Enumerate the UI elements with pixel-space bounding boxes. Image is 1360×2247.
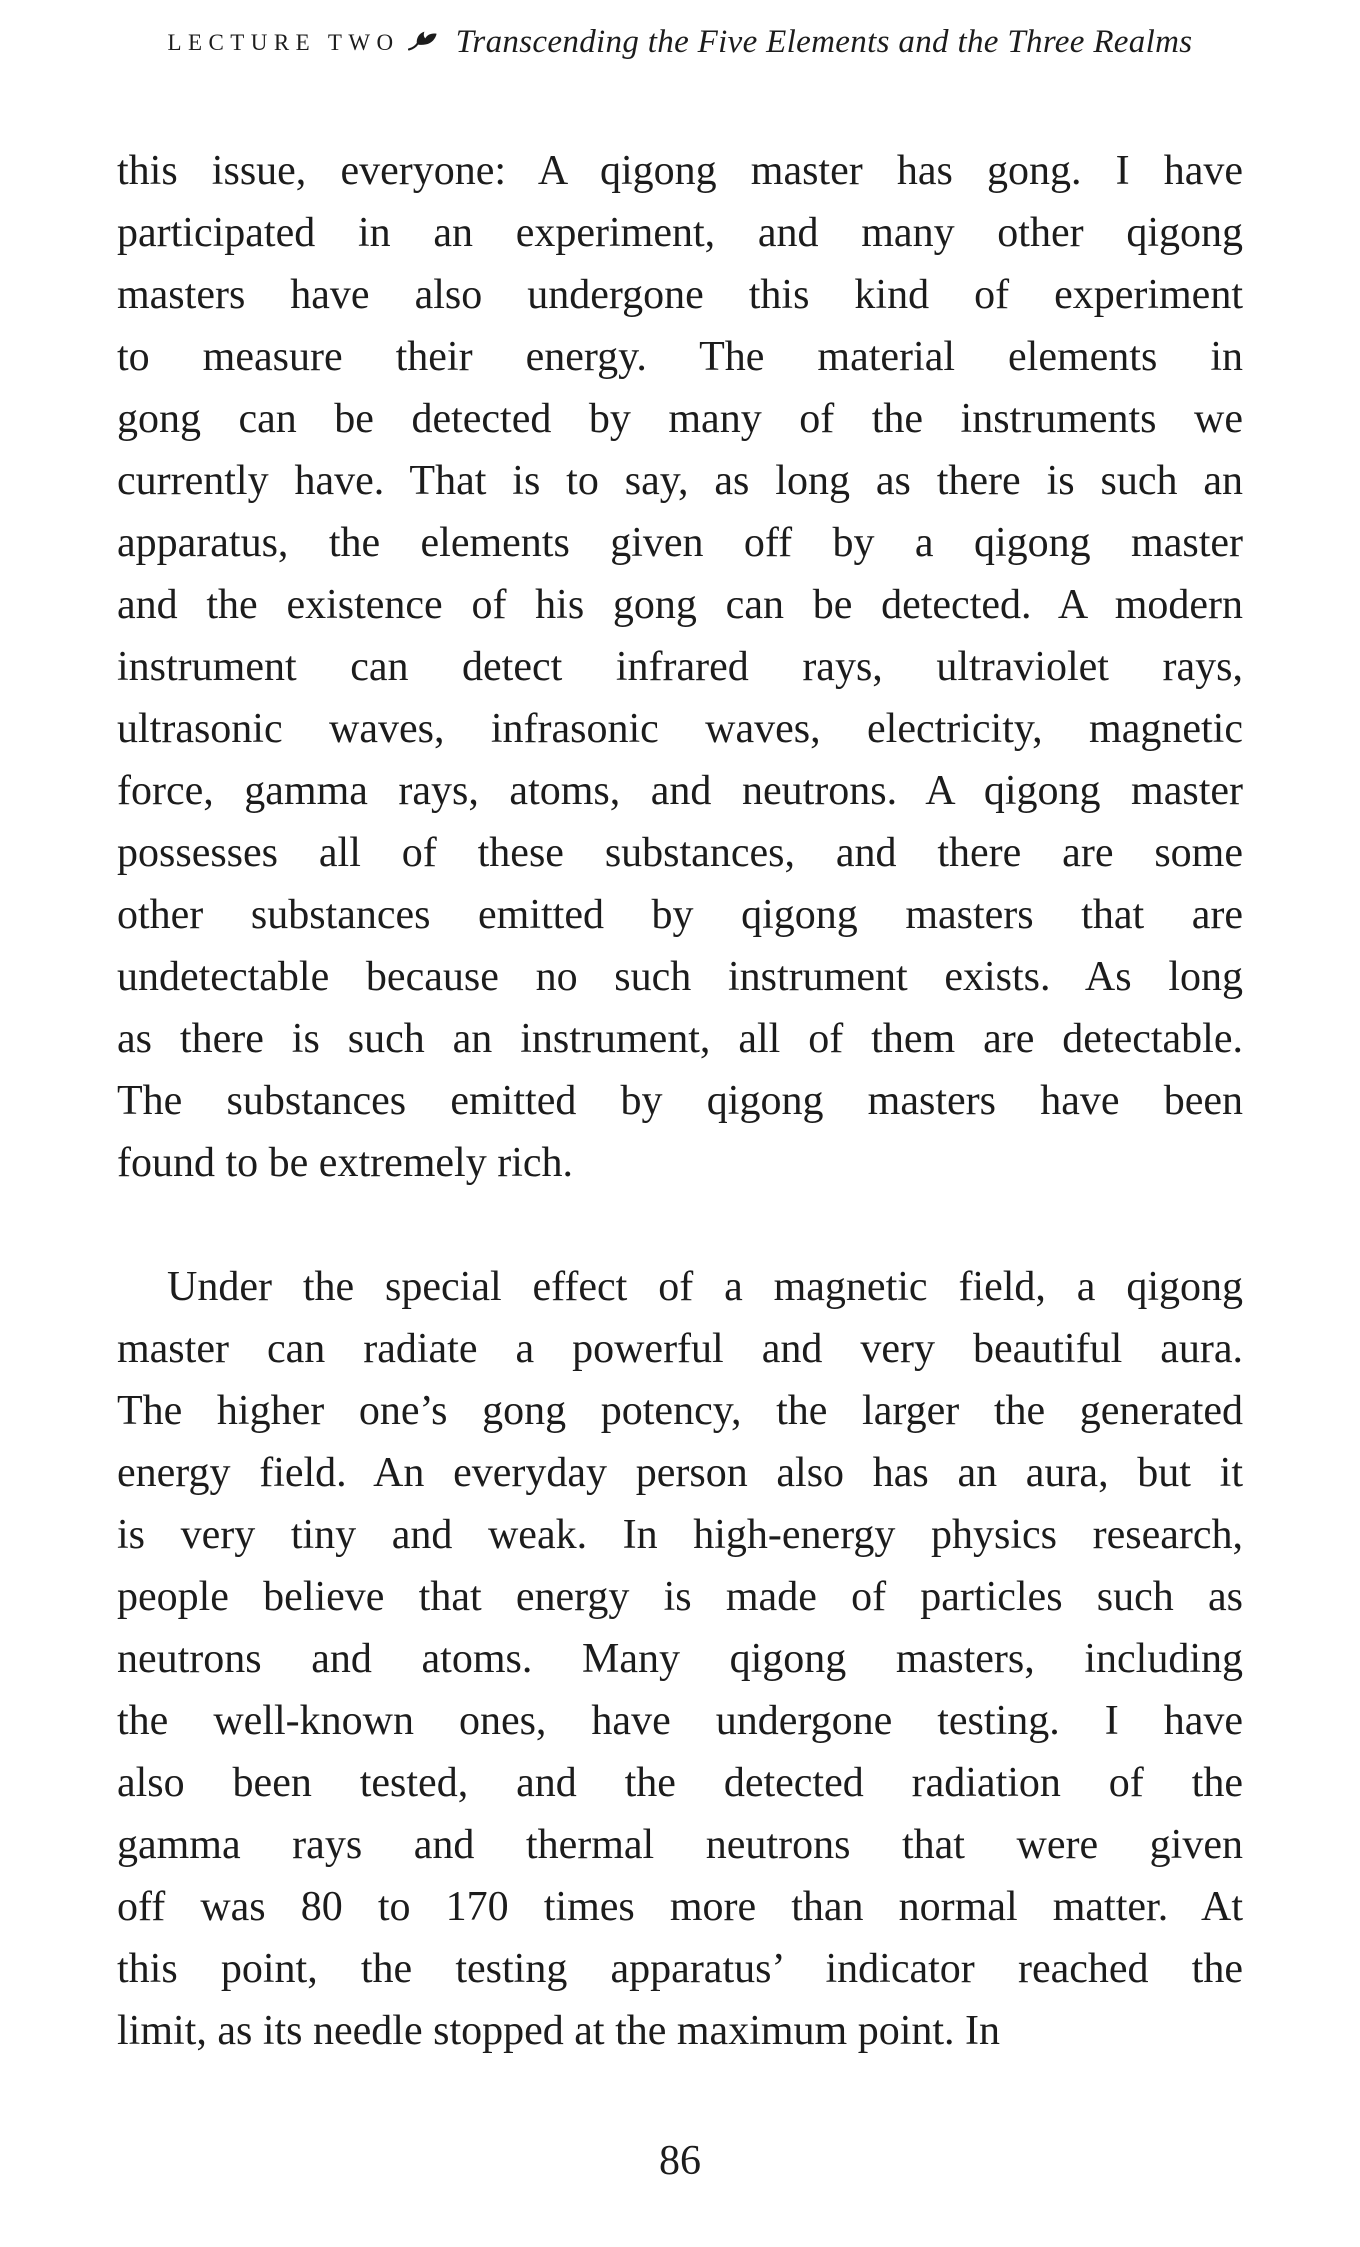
text-line: as there is such an instrument, all of them are detectable. [117,1016,1243,1062]
page-number: 86 [659,2138,701,2184]
text-line: force, gamma rays, atoms, and neutrons. A qigong master [117,768,1243,814]
text-line: to measure their energy. The material elements in [117,334,1243,380]
text-line: Under the special effect of a magnetic field, a qigong [167,1264,1243,1310]
text-line: this issue, everyone: A qigong master has gong. I have [117,148,1243,194]
text-line: neutrons and atoms. Many qigong masters, including [117,1636,1243,1682]
text-line: currently have. That is to say, as long as there is such an [117,458,1243,504]
page-footer [0,2130,1360,2192]
text-line: instrument can detect infrared rays, ultraviolet rays, [117,644,1243,690]
text-line: the well-known ones, have undergone testing. I have [117,1698,1243,1744]
text-line: limit, as its needle stopped at the maximum point. In [117,2008,1001,2054]
text-line: The higher one’s gong potency, the larger the generated [117,1388,1243,1434]
paragraph [117,1256,1243,2062]
paragraph [117,140,1243,1194]
page-text-block [117,140,1243,2062]
text-line: master can radiate a powerful and very beautiful aura. [117,1326,1243,1372]
text-line: ultrasonic waves, infrasonic waves, electricity, magnetic [117,706,1243,752]
text-line: masters have also undergone this kind of experiment [117,272,1243,318]
text-line: is very tiny and weak. In high-energy physics research, [117,1512,1243,1558]
text-line: and the existence of his gong can be detected. A modern [117,582,1243,628]
fleuron-leaf-icon [408,29,438,58]
text-line: gong can be detected by many of the instruments we [117,396,1243,442]
text-line: apparatus, the elements given off by a qigong master [117,520,1243,566]
text-line: gamma rays and thermal neutrons that were given [117,1822,1243,1868]
text-line: also been tested, and the detected radiation of the [117,1760,1243,1806]
text-line: off was 80 to 170 times more than normal matter. At [117,1884,1243,1930]
text-line: found to be extremely rich. [117,1140,574,1186]
text-line: The substances emitted by qigong masters have been [117,1078,1243,1124]
text-line: participated in an experiment, and many other qigong [117,210,1243,256]
text-line: undetectable because no such instrument exists. As long [117,954,1243,1000]
text-line: other substances emitted by qigong masters that are [117,892,1243,938]
text-line: people believe that energy is made of particles such as [117,1574,1243,1620]
text-line: energy field. An everyday person also has an aura, but it [117,1450,1243,1496]
running-header-chapter-title: Transcending the Five Elements and the Three Realms [455,24,1193,60]
running-header-section-label: LECTURE TWO [167,30,400,55]
text-line: this point, the testing apparatus’ indicator reached the [117,1946,1243,1992]
running-header [0,24,1360,61]
text-line: possesses all of these substances, and there are some [117,830,1243,876]
